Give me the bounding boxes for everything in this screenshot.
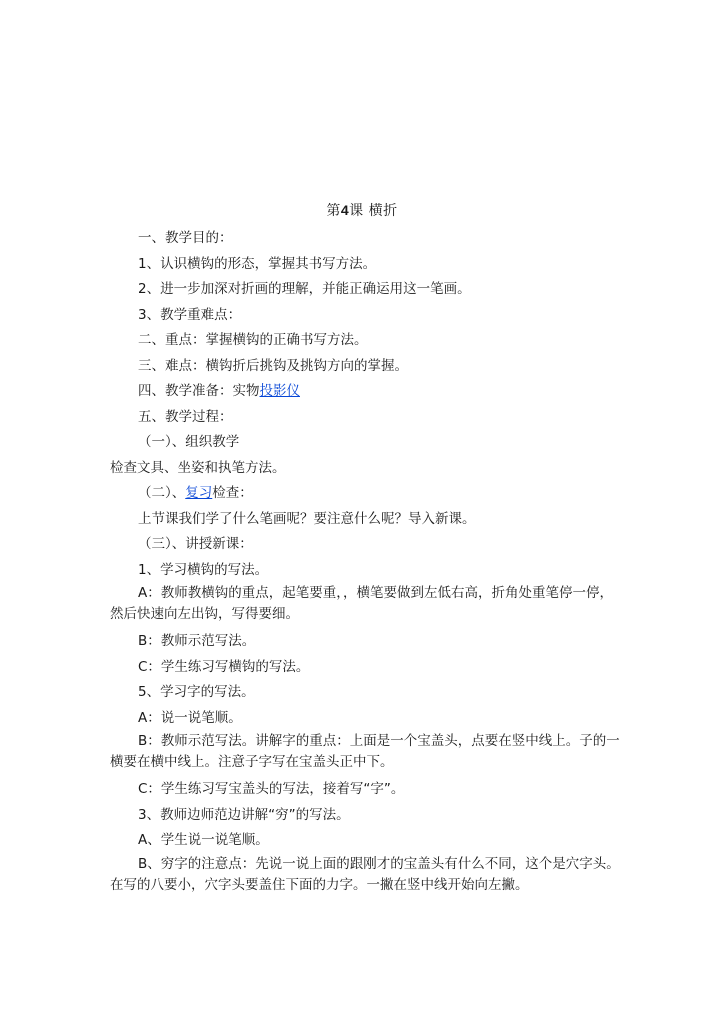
paragraph: A：教师教横钩的重点，起笔要重，，横笔要做到左低右高，折角处重笔停一停，然后快速向左出钩，写得要细。	[110, 585, 613, 622]
paragraph: 五、教学过程：	[138, 408, 233, 425]
paragraph: 2、进一步加深对折画的理解，并能正确运用这一笔画。	[138, 281, 471, 297]
projector-link[interactable]: 投影仪	[259, 383, 300, 399]
paragraph: 1、学习横钩的写法。	[138, 561, 269, 578]
paragraph: （三）、讲授新课：	[138, 536, 253, 552]
paragraph: A：说一说笔顺。	[138, 709, 242, 726]
paragraph	[110, 481, 620, 507]
paragraph: 1、认识横钩的形态，掌握其书写方法。	[138, 255, 377, 272]
paragraph: C：学生练习写横钩的写法。	[138, 658, 310, 675]
paragraph: 上节课我们学了什么笔画呢？要注意什么呢？导入新课。	[138, 510, 476, 527]
title-prefix: 第	[326, 203, 341, 219]
paragraph: B：教师示范写法。讲解字的重点：上面是一个宝盖头，点要在竖中线上。子的一横要在横中线上。注意子字写在宝盖头正中下。	[110, 733, 620, 770]
text-span: 四、教学准备：实物	[138, 383, 260, 399]
paragraph: 3、教师边师范边讲解“穷”的写法。	[138, 806, 350, 823]
paragraph: 二、重点：掌握横钩的正确书写方法。	[138, 332, 368, 348]
paragraph: 三、难点：横钩折后挑钩及挑钩方向的掌握。	[138, 357, 408, 374]
text-span: 检查：	[212, 485, 253, 501]
paragraph: 3、教学重难点：	[138, 306, 242, 323]
paragraph	[110, 379, 620, 405]
paragraph: B：教师示范写法。	[138, 633, 256, 649]
paragraph: 检查文具、坐姿和执笔方法。	[110, 459, 286, 476]
paragraph: A、学生说一说笔顺。	[138, 832, 269, 848]
lesson-title	[0, 200, 724, 220]
paragraph: 5、学习字的写法。	[138, 684, 255, 700]
text-span: （二）、	[138, 485, 186, 501]
title-number: 4	[340, 202, 350, 218]
review-link[interactable]: 复习	[185, 485, 213, 501]
paragraph: （一）、组织教学	[138, 434, 240, 450]
paragraph: C：学生练习写宝盖头的写法，接着写“字”。	[138, 781, 405, 797]
title-suffix: 课 横折	[349, 203, 398, 219]
lesson-body	[110, 226, 620, 900]
paragraph: B、穷字的注意点：先说一说上面的跟刚才的宝盖头有什么不同，这个是穴字头。在写的八要小，穴字头要盖住下面的力字。一撇在竖中线开始向左撇。	[110, 855, 620, 893]
paragraph: 一、教学目的：	[138, 230, 233, 246]
